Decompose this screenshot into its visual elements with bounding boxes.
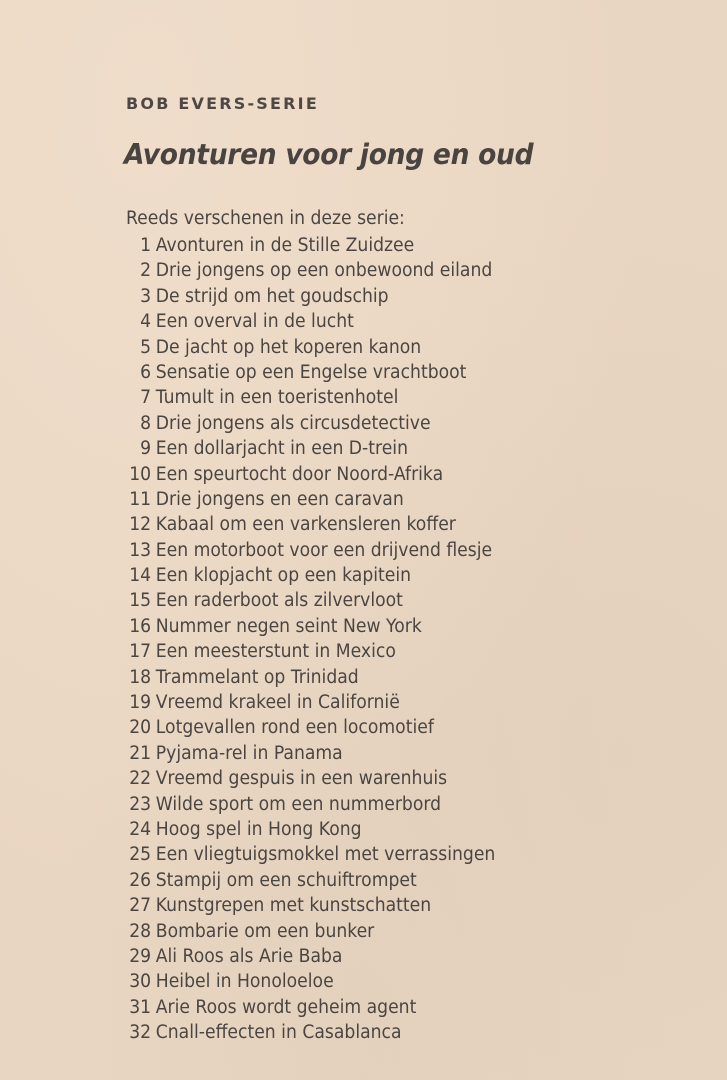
book-title: Sensatie op een Engelse vrachtboot [155, 361, 467, 383]
list-item [126, 411, 495, 436]
list-item [126, 335, 495, 360]
book-number: 15 [129, 590, 152, 612]
book-number: 5 [140, 336, 152, 358]
book-number: 6 [140, 361, 152, 383]
book-number: 27 [129, 895, 152, 917]
list-item [126, 665, 495, 690]
list-item [126, 792, 495, 817]
book-title: Cnall-effecten in Casablanca [155, 1022, 402, 1044]
book-title: Bombarie om een bunker [155, 920, 375, 942]
book-number: 10 [129, 463, 152, 485]
list-item [126, 690, 495, 715]
list-item [126, 233, 495, 258]
list-item [126, 919, 495, 944]
book-title: Een vliegtuigsmokkel met verrassingen [155, 844, 496, 866]
list-item [126, 639, 495, 664]
list-item [126, 995, 495, 1020]
book-number: 1 [140, 235, 152, 256]
book-title: Pyjama-rel in Panama [155, 742, 343, 764]
book-title: De jacht op het koperen kanon [155, 336, 422, 358]
book-number: 16 [129, 615, 152, 637]
book-title: Tumult in een toeristenhotel [155, 387, 399, 409]
book-number: 9 [140, 438, 152, 460]
book-number: 12 [129, 514, 152, 536]
book-title: Stampij om een schuiftrompet [155, 869, 417, 891]
series-label: BOB EVERS-SERIE [126, 94, 319, 113]
book-title: Vreemd krakeel in Californië [155, 692, 400, 714]
book-title: Een meesterstunt in Mexico [155, 641, 396, 663]
book-title: Hoog spel in Hong Kong [155, 818, 362, 840]
list-item [126, 360, 495, 385]
book-number: 3 [140, 285, 152, 307]
list-item [126, 588, 495, 613]
book-number: 8 [140, 412, 152, 434]
book-title: Een motorboot voor een drijvend flesje [155, 539, 493, 561]
book-number: 32 [129, 1022, 152, 1044]
book-number: 25 [129, 844, 152, 866]
list-item [126, 284, 495, 309]
book-number: 29 [129, 945, 152, 967]
book-number: 30 [129, 971, 152, 993]
book-title: Trammelant op Trinidad [155, 666, 359, 688]
book-title: Heibel in Honoloeloe [155, 971, 334, 993]
list-item [126, 309, 495, 334]
list-item [126, 614, 495, 639]
list-item [126, 893, 495, 918]
book-title: Ali Roos als Arie Baba [155, 945, 343, 967]
book-title: Een klopjacht op een kapitein [155, 565, 412, 587]
list-item [126, 969, 495, 994]
list-item [126, 817, 495, 842]
book-title: Een dollarjacht in een D-trein [155, 438, 408, 460]
book-number: 19 [129, 692, 152, 714]
book-number: 14 [129, 565, 152, 587]
intro-text: Reeds verschenen in deze serie: [126, 208, 405, 229]
list-item [126, 258, 495, 283]
book-number: 13 [129, 539, 152, 561]
list-item [126, 385, 495, 410]
book-title: Drie jongens en een caravan [155, 488, 404, 510]
list-item [126, 944, 495, 969]
book-number: 2 [140, 260, 152, 282]
book-number: 24 [129, 818, 152, 840]
book-number: 31 [129, 996, 152, 1018]
list-item [126, 462, 495, 487]
book-number: 26 [129, 869, 152, 891]
list-item [126, 512, 495, 537]
book-number: 21 [129, 742, 152, 764]
list-item [126, 842, 495, 867]
series-title: Avonturen voor jong en oud [124, 138, 534, 171]
book-title: Avonturen in de Stille Zuidzee [155, 235, 415, 256]
list-item [126, 1020, 495, 1045]
book-title: Arie Roos wordt geheim agent [155, 996, 417, 1018]
book-number: 4 [140, 311, 152, 333]
book-title: Drie jongens als circusdetective [155, 412, 431, 434]
book-title: Kunstgrepen met kunstschatten [155, 895, 432, 917]
list-item [126, 741, 495, 766]
book-number: 11 [129, 488, 152, 510]
book-title: Vreemd gespuis in een warenhuis [155, 768, 448, 790]
book-number: 23 [129, 793, 152, 815]
book-title: Nummer negen seint New York [155, 615, 422, 637]
book-list [126, 233, 523, 1046]
book-title: Een overval in de lucht [155, 311, 354, 333]
list-item [126, 487, 495, 512]
list-item [126, 868, 495, 893]
list-item [126, 436, 495, 461]
book-number: 18 [129, 666, 152, 688]
book-title: Drie jongens op een onbewoond eiland [155, 260, 493, 282]
list-item [126, 715, 495, 740]
book-number: 20 [129, 717, 152, 739]
list-item [126, 766, 495, 791]
book-title: De strijd om het goudschip [155, 285, 389, 307]
book-number: 17 [129, 641, 152, 663]
book-number: 7 [140, 387, 152, 409]
book-title: Een raderboot als zilvervloot [155, 590, 403, 612]
book-title: Kabaal om een varkensleren koffer [155, 514, 456, 536]
list-item [126, 563, 495, 588]
book-title: Wilde sport om een nummerbord [155, 793, 442, 815]
book-number: 28 [129, 920, 152, 942]
book-title: Lotgevallen rond een locomotief [155, 717, 434, 739]
list-item [126, 538, 495, 563]
book-number: 22 [129, 768, 152, 790]
book-title: Een speurtocht door Noord-Afrika [155, 463, 444, 485]
